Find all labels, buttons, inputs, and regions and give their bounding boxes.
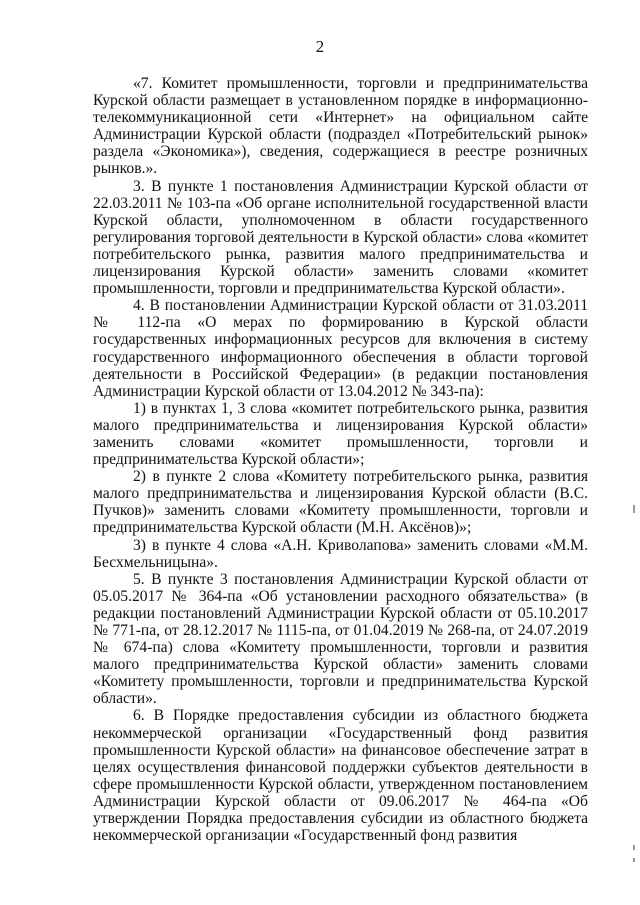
paragraph-5: 5. В пункте 3 постановления Администрации Курской области от 05.05.2017 № 364-па «Об установлении расходного обязательства» (в редакции постановлений Администрации Курской области от 05.10.2017 № 771-па, от 28.12.2017 № 1115-па, от 01.04.2019 № 268-па, от 24.07.2019 № 674-па) слова «Комитету промышленности, торговли и развития малого предпринимательства Курской области» заменить словами «Комитету промышленности, торговли и предпринимательства Курской области». — [93, 570, 588, 708]
document-body — [93, 75, 588, 844]
paragraph-4-subitem-3: 3) в пункте 4 слова «А.Н. Криволапова» заменить словами «М.М. Бесхмельницына». — [93, 536, 588, 571]
paragraph-item-7-amendment: «7. Комитет промышленности, торговли и предпринимательства Курской области размещает в установленном порядке в информационно-телекоммуникационной сети «Интернет» на официальном сайте Администрации Курской области (подраздел «Потребительский рынок» раздела «Экономика»), сведения, содержащиеся в реестре розничных рынков.». — [93, 75, 588, 178]
paragraph-4: 4. В постановлении Администрации Курской области от 31.03.2011 № 112-па «О мерах по формированию в Курской области государственных информационных ресурсов для включения в систему государственного информационного обеспечения в области торговой деятельности в Российской Федерации» (в редакции постановления Администрации Курской области от 13.04.2012 № 343-па): — [93, 297, 588, 400]
paragraph-4-subitem-1: 1) в пунктах 1, 3 слова «комитет потребительского рынка, развития малого предпринимательства и лицензирования Курской области» заменить словами «комитет промышленности, торговли и предпринимательства Курской области»; — [93, 399, 588, 469]
paragraph-4-subitem-2: 2) в пункте 2 слова «Комитету потребительского рынка, развития малого предпринимательства и лицензирования Курской области (В.С. Пучков)» заменить словами «Комитету промышленности, торговли и предпринимательства Курской области (М.Н. Аксёнов)»; — [93, 468, 588, 537]
paragraph-6: 6. В Порядке предоставления субсидии из областного бюджета некоммерческой организации «Государственный фонд развития промышленности Курской области» на финансовое обеспечение затрат в целях осуществления финансовой поддержки субъектов деятельности в сфере промышленности Курской области, утвержденном постановлением Администрации Курской области от 09.06.2017 № 464-па «Об утверждении Порядка предоставления субсидии из областного бюджета некоммерческой организации «Государственный фонд развития — [93, 707, 588, 845]
paragraph-3: 3. В пункте 1 постановления Администрации Курской области от 22.03.2011 № 103-па «Об органе исполнительной государственной власти Курской области, уполномоченном в области государственного регулирования торговой деятельности в Курской области» слова «комитет потребительского рынка, развития малого предпринимательства и лицензирования Курской области» заменить словами «комитет промышленности, торговли и предпринимательства Курской области». — [93, 177, 588, 298]
scan-edge-marks — [633, 0, 636, 905]
page-number: 2 — [315, 37, 325, 56]
